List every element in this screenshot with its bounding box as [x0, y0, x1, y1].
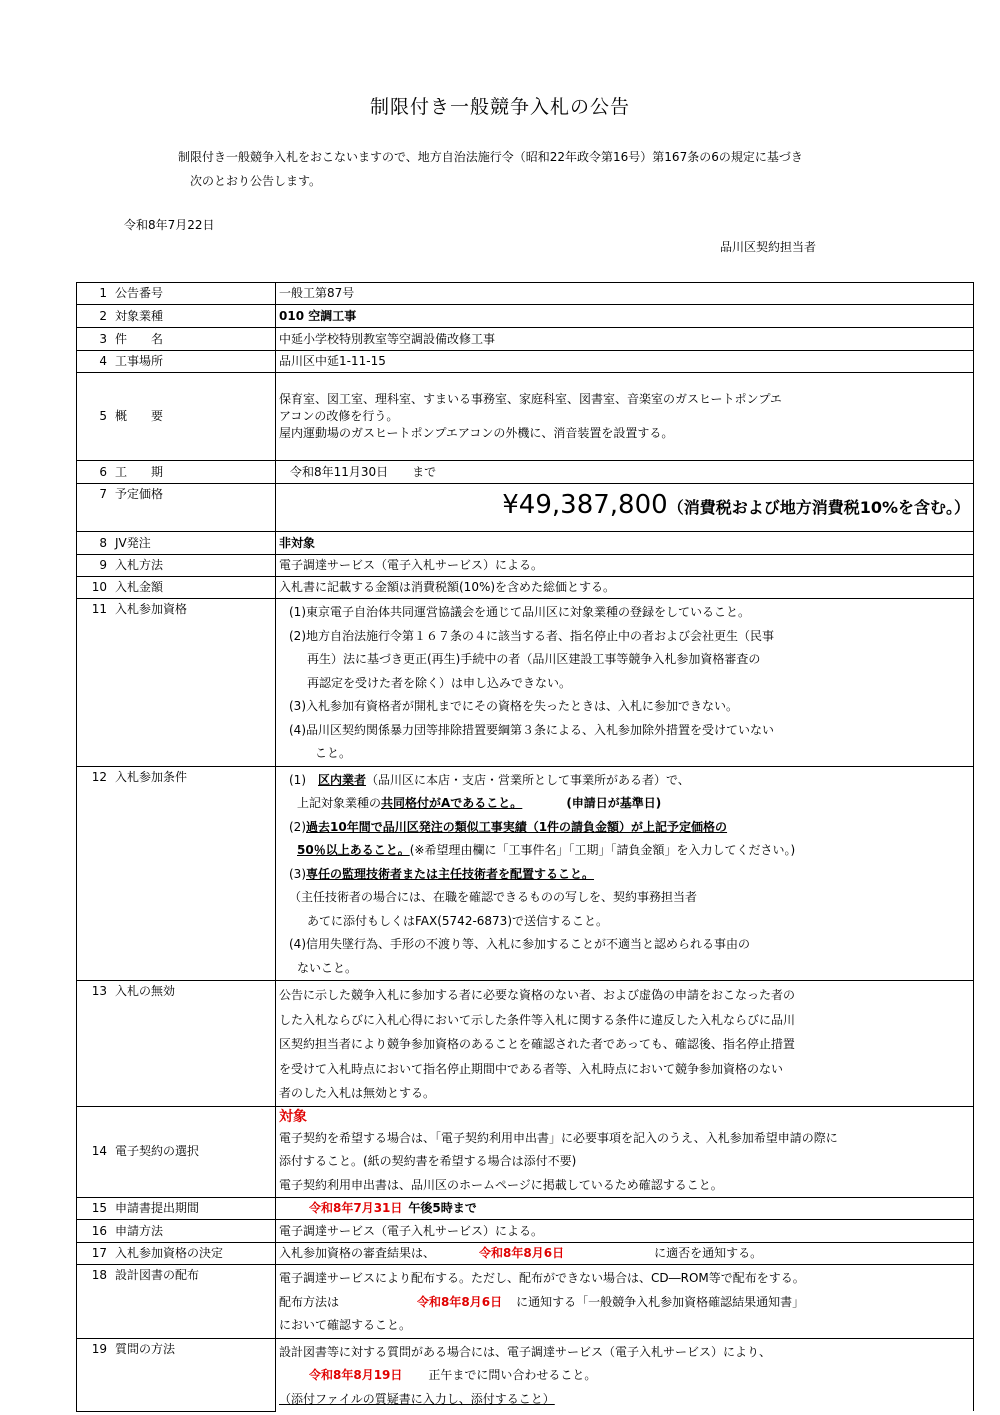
- distribution-date: 令和8年8月6日: [417, 1294, 503, 1309]
- table-row: [77, 351, 974, 373]
- question-line: 設計図書等に対する質問がある場合には、電子調達サービス（電子入札サービス）により、: [279, 1344, 772, 1359]
- row-label: 電子契約の選択: [115, 1144, 200, 1159]
- row-number: 17: [91, 1246, 107, 1260]
- table-row: [77, 1220, 974, 1243]
- row-value: 非対象: [276, 532, 974, 555]
- table-row: [77, 1198, 974, 1220]
- row-label: 申請書提出期間: [115, 1201, 200, 1215]
- row-number: 12: [91, 769, 107, 784]
- condition-line: (1) 区内業者（品川区に本店・支店・営業所として事業所がある者）で、: [289, 772, 690, 787]
- row-label: 入札方法: [115, 558, 164, 572]
- row-label: 概 要: [115, 409, 164, 423]
- row-number: 3: [99, 331, 107, 346]
- table-row: [77, 461, 974, 484]
- row-label: 予定価格: [115, 487, 164, 501]
- row-value: 令和8年7月31日 午後5時まで: [276, 1198, 974, 1220]
- qualification-line: こと。: [315, 746, 352, 760]
- overview-line: 保育室、図工室、理科室、すまいる事務室、家庭科室、図書室、音楽室のガスヒートポンプエ: [279, 392, 782, 406]
- qualification-line: (1)東京電子自治体共同運営協議会を通じて品川区に対象業種の登録をしていること。: [289, 605, 751, 619]
- row-label: 設計図書の配布: [115, 1268, 200, 1282]
- table-row: [77, 484, 974, 532]
- condition-emphasis: 区内業者: [318, 772, 367, 787]
- row-label: 入札参加資格の決定: [115, 1246, 224, 1260]
- qualification-line: 再生）法に基づき更正(再生)手続中の者（品川区建設工事等競争入札参加資格審査の: [307, 652, 761, 666]
- question-line: 令和8年8月19日 正午までに問い合わせること。: [309, 1368, 597, 1382]
- row-label: 入札参加条件: [115, 769, 188, 784]
- invalid-line: 者のした入札は無効とする。: [279, 1086, 436, 1100]
- row-number: 6: [99, 464, 107, 479]
- invalid-line: を受けて入札時点において指名停止期間中である者等、入札時点において競争参加資格のない: [279, 1061, 784, 1076]
- decision-date: 令和8年8月6日: [479, 1246, 565, 1260]
- row-number: 8: [99, 535, 107, 550]
- row-value: 品川区中延1-11-15: [276, 351, 974, 373]
- row-value: 電子調達サービス（電子入札サービス）による。: [276, 555, 974, 577]
- row-value: 中延小学校特別教室等空調設備改修工事: [276, 328, 974, 351]
- row-value: 入札書に記載する金額は消費税額(10%)を含めた総価とする。: [276, 577, 974, 599]
- distribution-line: 電子調達サービスにより配布する。ただし、配布ができない場合は、CD―ROM等で配布をする。: [279, 1271, 805, 1285]
- row-value: [276, 981, 974, 1107]
- condition-emphasis: 過去10年間で品川区発注の類似工事実績（1件の請負金額）が上記予定価格の: [306, 819, 728, 834]
- condition-emphasis: 専任の監理技術者または主任技術者を配置すること。: [306, 866, 595, 881]
- table-row: [77, 1265, 974, 1339]
- intro-line-2: 次のとおり公告します。: [190, 174, 322, 188]
- condition-emphasis: 50％以上あること。: [297, 843, 410, 857]
- row-number: 5: [99, 409, 107, 423]
- question-deadline: 令和8年8月19日: [309, 1368, 403, 1382]
- row-value: [276, 1265, 974, 1339]
- row-number: 1: [99, 286, 107, 300]
- qualification-line: 再認定を受けた者を除く）は申し込みできない。: [307, 675, 572, 690]
- intro-line-1: 制限付き一般競争入札をおこないますので、地方自治法施行令（昭和22年政令第16号）第167条の6の規定に基づき: [178, 150, 803, 164]
- invalid-line: 区契約担当者により競争参加資格のあることを確認された者であっても、確認後、指名停止措置: [279, 1037, 795, 1051]
- table-row: [77, 1243, 974, 1265]
- invalid-line: 公告に示した競争入札に参加する者に必要な資格のない者、および虚偽の申請をおこなった者の: [279, 988, 796, 1002]
- notice-date: 令和8年7月22日: [124, 218, 215, 232]
- table-row: [77, 577, 974, 599]
- row-number: 15: [91, 1201, 107, 1215]
- row-value: 一般工第87号: [276, 283, 974, 305]
- row-label: 件 名: [115, 331, 164, 346]
- row-value: [276, 1338, 974, 1411]
- row-value: [276, 373, 974, 461]
- price-tax-note: （消費税および地方消費税10%を含む。）: [667, 498, 970, 517]
- row-label: 入札参加資格: [115, 602, 188, 616]
- row-value: 令和8年11月30日 まで: [276, 461, 974, 484]
- row-value: [276, 1106, 974, 1198]
- table-row: [77, 305, 974, 328]
- distribution-line: 配布方法は 令和8年8月6日 に通知する「一般競争入札参加資格確認結果通知書」: [279, 1294, 805, 1309]
- condition-line: (3)専任の監理技術者または主任技術者を配置すること。: [289, 866, 595, 881]
- table-row: [77, 599, 974, 767]
- intro-text: [178, 145, 938, 193]
- overview-line: アコンの改修を行う。: [279, 409, 399, 423]
- e-contract-line: 添付すること。(紙の契約書を希望する場合は添付不要): [279, 1154, 577, 1168]
- row-value: 010 空調工事: [276, 305, 974, 328]
- issuer: 品川区契約担当者: [720, 240, 817, 254]
- condition-line: ないこと。: [297, 960, 358, 975]
- table-row: [77, 766, 974, 981]
- table-row: [77, 555, 974, 577]
- price-value: [276, 484, 974, 532]
- e-contract-line: 電子契約利用申出書は、品川区のホームページに掲載しているため確認すること。: [279, 1177, 723, 1192]
- qualification-line: (3)入札参加有資格者が開札までにその資格を失ったときは、入札に参加できない。: [289, 699, 739, 713]
- row-label: 入札金額: [115, 580, 164, 594]
- table-row: [77, 283, 974, 305]
- row-label: 公告番号: [115, 286, 164, 300]
- table-row: [77, 1106, 974, 1198]
- invalid-line: した入札ならびに入札心得において示した条件等入札に関する条件に違反した入札ならびに品川: [279, 1012, 796, 1027]
- table-row: [77, 1338, 974, 1411]
- row-label: 入札の無効: [115, 984, 176, 998]
- condition-line: あてに添付もしくはFAX(5742-6873)で送信すること。: [307, 913, 609, 928]
- row-number: 16: [91, 1223, 107, 1238]
- row-label: 工事場所: [115, 354, 164, 368]
- row-value: [276, 599, 974, 767]
- row-number: 18: [91, 1268, 107, 1282]
- e-contract-line: 電子契約を希望する場合は、「電子契約利用申出書」に必要事項を記入のうえ、入札参加希望申請の際に: [279, 1130, 838, 1145]
- condition-line: (4)信用失墜行為、手形の不渡り等、入札に参加することが不適当と認められる事由の: [289, 937, 751, 951]
- row-label: 申請方法: [115, 1223, 164, 1238]
- condition-line: 上記対象業種の共同格付がAであること。 (申請日が基準日): [297, 796, 662, 810]
- row-number: 4: [99, 354, 107, 368]
- distribution-line: において確認すること。: [279, 1318, 412, 1332]
- row-value: 入札参加資格の審査結果は、 令和8年8月6日 に適否を通知する。: [276, 1243, 974, 1265]
- table-row: [77, 532, 974, 555]
- condition-emphasis: 共同格付がAであること。: [381, 796, 523, 810]
- table-row: [77, 373, 974, 461]
- notice-table: [76, 282, 974, 1412]
- question-line: （添付ファイルの質疑書に入力し、添付すること）: [279, 1391, 555, 1406]
- condition-line: (2)過去10年間で品川区発注の類似工事実績（1件の請負金額）が上記予定価格の: [289, 819, 728, 834]
- row-number: 13: [91, 984, 107, 998]
- row-number: 9: [99, 558, 107, 572]
- qualification-line: (4)品川区契約関係暴力団等排除措置要綱第３条による、入札参加除外措置を受けていない: [289, 722, 775, 737]
- condition-line: 50％以上あること。(※希望理由欄に「工事件名」「工期」「請負金額」を入力してください。): [297, 843, 796, 857]
- table-row: [77, 981, 974, 1107]
- qualification-line: (2)地方自治法施行令第１６７条の４に該当する者、指名停止中の者および会社更生（民事: [289, 628, 775, 643]
- row-label: JV発注: [115, 535, 151, 550]
- table-row: [77, 328, 974, 351]
- overview-line: 屋内運動場のガスヒートポンプエアコンの外機に、消音装置を設置する。: [279, 426, 674, 440]
- row-value: 電子調達サービス（電子入札サービス）による。: [276, 1220, 974, 1243]
- row-number: 19: [91, 1341, 107, 1356]
- row-number: 11: [91, 602, 107, 616]
- page-title: 制限付き一般競争入札の公告: [369, 96, 630, 118]
- row-label: 質問の方法: [115, 1341, 176, 1356]
- price-amount: ¥49,387,800: [502, 490, 668, 520]
- row-number: 7: [99, 487, 107, 501]
- row-number: 10: [91, 580, 107, 594]
- row-label: 工 期: [115, 464, 164, 479]
- condition-line: （主任技術者の場合には、在職を確認できるものの写しを、契約事務担当者: [289, 890, 698, 904]
- deadline-date: 令和8年7月31日: [309, 1201, 403, 1215]
- e-contract-status: 対象: [279, 1108, 307, 1125]
- row-value: [276, 766, 974, 981]
- row-number: 14: [91, 1144, 107, 1159]
- row-label: 対象業種: [115, 308, 164, 323]
- row-number: 2: [99, 308, 107, 323]
